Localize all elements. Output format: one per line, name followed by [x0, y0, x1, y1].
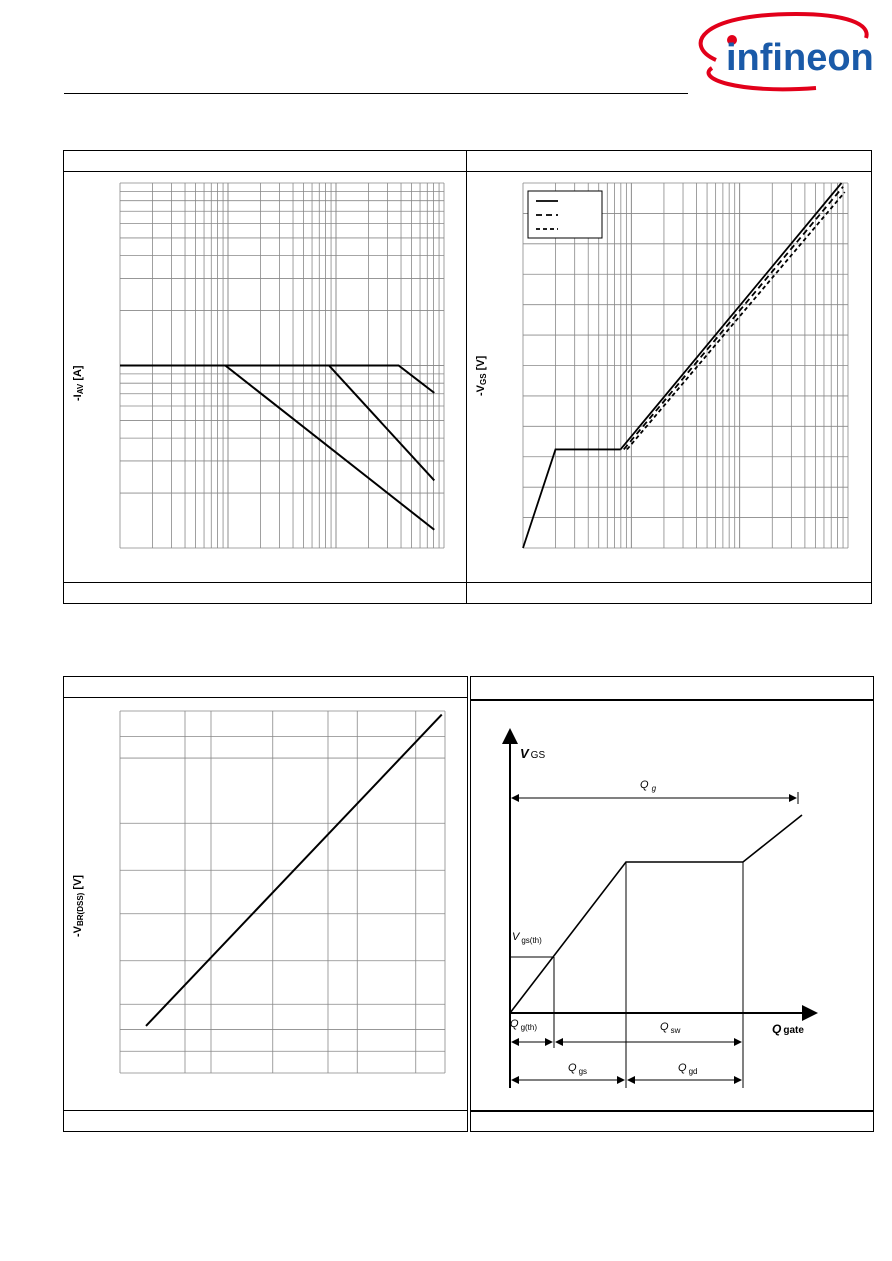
gate-charge-diagram — [470, 700, 872, 1110]
qsw-label: Q $_{sw}$ — [660, 1021, 681, 1035]
breakdown-chart — [63, 697, 467, 1110]
qgth-label: Q $_{g(th)}$ — [510, 1018, 538, 1032]
qgs-label: Q $_{gs}$ — [568, 1062, 588, 1076]
svg-text:-IAV [A]: -IAV [A] — [72, 365, 85, 401]
gate-charge-ylabel: -V — [475, 385, 487, 396]
breakdown-ylabel: -V — [72, 926, 84, 937]
gate-charge-chart — [466, 171, 871, 582]
qg-label: Q $_g$ — [640, 779, 657, 793]
svg-text:-VGS [V]: -VGS [V] — [475, 355, 488, 396]
qgd-label: Q $_{gd}$ — [678, 1062, 698, 1076]
gate-charge-series-3 — [627, 192, 845, 449]
avalanche-chart — [63, 171, 467, 582]
avalanche-ylabel: -I — [72, 394, 84, 401]
infineon-logo — [676, 8, 876, 100]
svg-text:-VBR(DSS) [V]: -VBR(DSS) [V] — [72, 874, 85, 937]
gate-charge-series-1 — [621, 183, 842, 449]
gate-charge-series-2 — [624, 187, 843, 450]
vgs-label: V GS — [520, 746, 546, 761]
gate-charge-base-curve — [523, 449, 621, 548]
qgate-label: Q gate — [772, 1022, 804, 1036]
vgsth-label: V $_{gs(th)}$ — [512, 931, 542, 945]
header-rule — [64, 93, 688, 94]
logo-wordmark: infineon — [726, 37, 874, 79]
